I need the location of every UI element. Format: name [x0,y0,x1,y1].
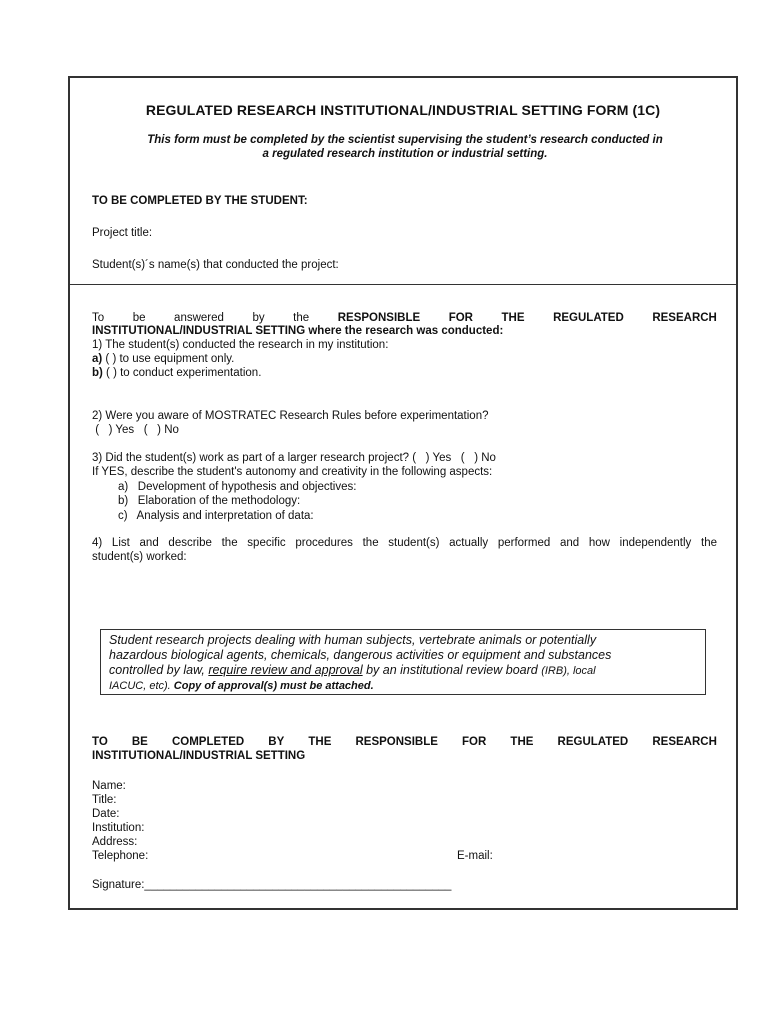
subtitle-line-2: a regulated research institution or industrial setting. [262,148,548,160]
notice-line-3 [109,663,697,679]
name-field-label[interactable]: Name: [92,780,126,792]
question-4-line-1: 4) List and describe the specific procedures the student(s) actually performed and how independently the [92,537,717,549]
responsible-section [92,312,717,380]
student-section-heading: TO BE COMPLETED BY THE STUDENT: [92,195,308,207]
email-field-label[interactable]: E-mail: [457,850,493,862]
heading-word: BY [268,736,285,748]
heading-word: REGULATED [557,736,629,748]
project-title-label: Project title: [92,227,153,239]
question-2-options[interactable]: ( ) Yes ( ) No [92,424,179,436]
heading-word: RESPONSIBLE [355,736,438,748]
notice-line-4 [109,679,697,694]
supervisor-heading-line-2: INSTITUTIONAL/INDUSTRIAL SETTING [92,750,306,762]
question-3-b: b) Elaboration of the methodology: [118,495,301,507]
option-a-label: a) [92,353,103,365]
notice-line-2: hazardous biological agents, chemicals, dangerous activities or equipment and substances [109,648,612,662]
approval-notice-box [100,629,706,695]
heading-word: THE [308,736,332,748]
question-3-if-yes: If YES, describe the student's autonomy and creativity in the following aspects: [92,466,493,478]
question-4-line-2: student(s) worked: [92,551,187,563]
date-field-label[interactable]: Date: [92,808,120,820]
question-1-option-b [92,366,717,380]
heading-word: the [293,312,310,324]
heading-word: by [252,312,265,324]
institution-field-label[interactable]: Institution: [92,822,145,834]
notice-line-4-pre: IACUC, etc). [109,680,174,692]
supervisor-section [92,736,717,764]
heading-word: THE [510,736,534,748]
heading-word: answered [174,312,224,324]
notice-line-3-small: (IRB), local [541,665,596,677]
responsible-heading-line-2: INSTITUTIONAL/INDUSTRIAL SETTING where the research was conducted: [92,325,504,337]
title-field-label[interactable]: Title: [92,794,117,806]
question-1: 1) The student(s) conducted the research in my institution: [92,339,389,351]
notice-line-3-post: by an institutional review board [362,663,542,677]
notice-review-approval: require review and approval [208,663,363,677]
heading-word: REGULATED [553,312,624,324]
heading-word: COMPLETED [171,736,245,748]
notice-line-1: Student research projects dealing with human subjects, vertebrate animals or potentially [109,633,597,647]
heading-word: TO [92,736,108,748]
subtitle-line-1: This form must be completed by the scientist supervising the student’s research conducted in [147,134,663,146]
supervisor-heading-line-1 [92,736,717,748]
heading-word: THE [501,312,525,324]
option-b-text[interactable]: ( ) to conduct experimentation. [102,367,262,379]
heading-word: be [132,312,146,324]
section-divider [70,284,736,285]
question-2: 2) Were you aware of MOSTRATEC Research Rules before experimentation? [92,410,489,422]
heading-word: FOR [462,736,487,748]
form-subtitle [110,133,700,161]
signature-field-line[interactable]: Signature:________________________________________________ [92,879,452,891]
student-names-label: Student(s)´s name(s) that conducted the project: [92,259,339,271]
responsible-heading-line-1 [92,312,717,324]
notice-copy-attached: Copy of approval(s) must be attached. [173,680,374,692]
heading-word: FOR [448,312,473,324]
question-1-option-a [92,352,717,366]
form-container [68,76,738,910]
notice-line-3-pre: controlled by law, [109,663,209,677]
option-b-label: b) [92,367,103,379]
heading-word: RESPONSIBLE [337,312,421,324]
question-3-c: c) Analysis and interpretation of data: [118,510,314,522]
question-3: 3) Did the student(s) work as part of a larger research project? ( ) Yes ( ) No [92,452,496,464]
heading-word: To [92,312,105,324]
address-field-label[interactable]: Address: [92,836,138,848]
option-a-text[interactable]: ( ) to use equipment only. [102,353,235,365]
form-title: REGULATED RESEARCH INSTITUTIONAL/INDUSTRIAL SETTING FORM (1C) [145,102,661,118]
heading-word: RESEARCH [652,312,717,324]
telephone-field-label[interactable]: Telephone: [92,850,149,862]
heading-word: BE [131,736,148,748]
heading-word: RESEARCH [652,736,717,748]
question-3-a: a) Development of hypothesis and objectives: [118,481,357,493]
